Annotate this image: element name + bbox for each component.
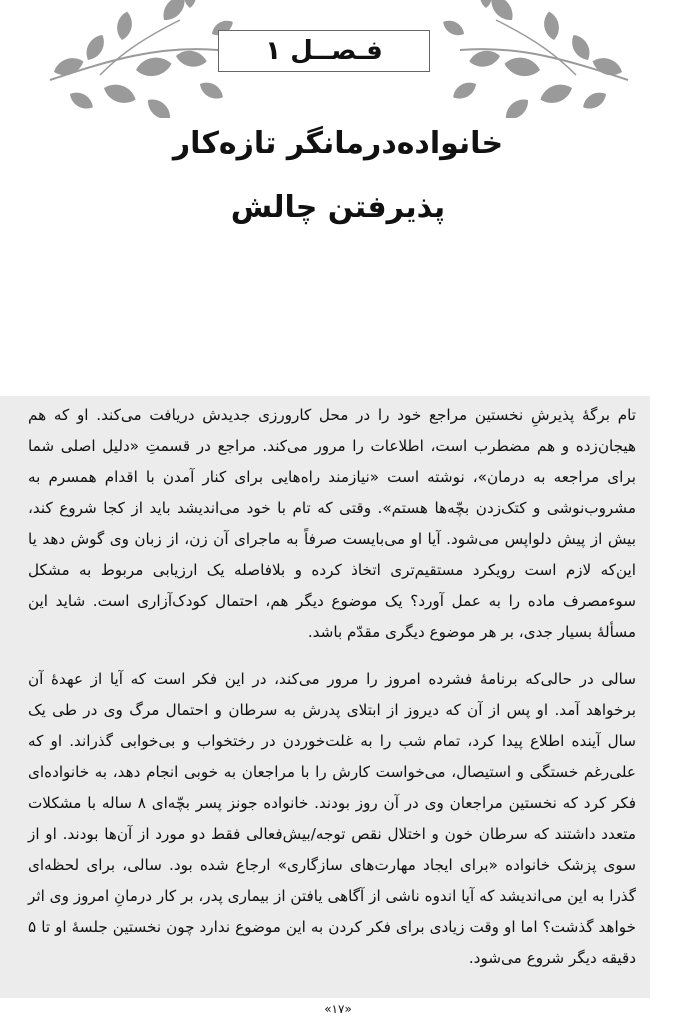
chapter-heading: فـصــل ۱ [218,30,430,72]
body-paragraph: سالی در حالی‌که برنامۀ فشرده امروز را مرور می‌کند، در این فکر است که آیا از عهدۀ آن برخواهد آمد. او پس از آن که دیروز از ابتلای پدرش به سرطان و احتمال مرگ وی در طی یک سال آینده اطلاع پیدا کرد، تمام شب را به غلت‌خوردن در رختخواب و بی‌خوابی گذراند. او که علی‌رغم خستگی و استیصال، می‌خواست کارش را با مراجعان به خوبی انجام دهد، به خانواده‌ای فکر کرد که نخستین مراجعان وی در آن روز بودند. خانواده جونز پسر بچّه‌ای ۸ ساله با مشکلات متعدد داشتند که سرطان خون و اختلال نقص توجه/بیش‌فعالی فقط دو مورد از آن‌ها بودند. او از سوی پزشک خانواده «برای ایجاد مهارت‌های سازگاری» ارجاع شده بود. سالی، برای لحظه‌ای گذرا به این می‌اندیشد که آیا اندوه ناشی از آگاهی یافتن از بیماری پدر، بر کار درمانِ امروز وی اثر خواهد گذشت؟ اما او وقت زیادی برای فکر کردن به این موضوع ندارد چون نخستین جلسۀ او تا ۵ دقیقه دیگر شروع می‌شود. [28,670,636,967]
chapter-title: خانواده‌درمانگر تازه‌کار [172,126,504,161]
page-number: «۱۷» [324,1002,352,1016]
body-paragraph: تام برگۀ پذیرشِ نخستین مراجع خود را در محل کارورزی جدیدش دریافت می‌کند. او که هم هیجان‌زده و هم مضطرب است، اطلاعات را مرور می‌کند. مراجع در قسمتِ «دلیل اصلی شما برای مراجعه به درمان»، نوشته است «نیازمند راه‌هایی برای کنار آمدن با اقدام همسرم به مشروب‌نوشی و کتک‌زدن بچّه‌ها هستم». وقتی که تام با خود می‌اندیشد باید از کجا شروع کند، بیش از پیش دلواپس می‌شود. آیا او می‌بایست صرفاً به ماجرای آن زن، از زبان وی گوش دهد یا این‌که لازم است رویکرد مستقیم‌تری اتخاذ کرده و بلافاصله یک ارزیابی مربوط به مشکل سوءمصرف ماده را به عمل آورد؟ یک موضوع دیگر هم، احتمال کودک‌آزاری است. شاید این مسألۀ بسیار جدی، بر هر موضوع دیگری مقدّم باشد. [28,406,636,641]
chapter-subtitle: پذیرفتن چالش [230,190,446,225]
